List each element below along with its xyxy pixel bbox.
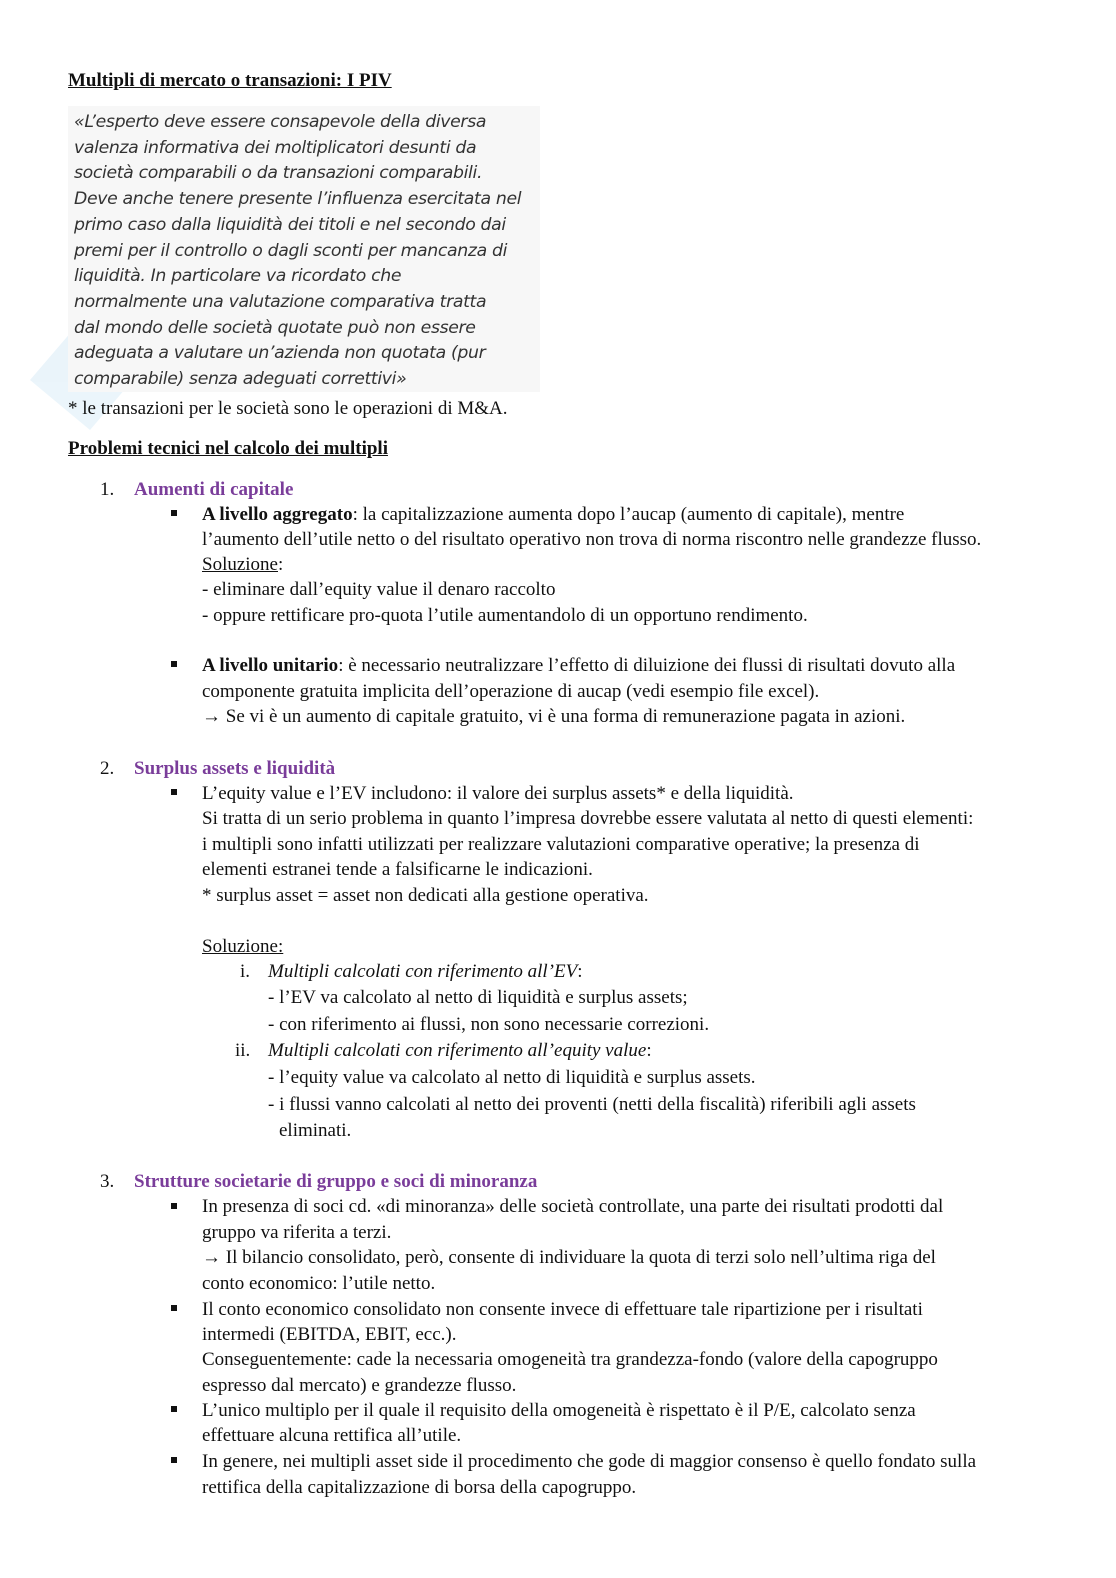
bullet-square-icon: [171, 1457, 177, 1463]
paragraph-line: - eliminare dall’equity value il denaro raccolto: [202, 579, 556, 600]
paragraph-line: effettuare alcuna rettifica all’utile.: [202, 1425, 462, 1446]
italic-term: Multipli calcolati con riferimento all’EV: [268, 961, 578, 982]
underlined-label: Soluzione: [202, 554, 278, 575]
text-span: Se vi è un aumento di capitale gratuito, vi è una forma di remunerazione pagata in azioni.: [221, 706, 906, 727]
paragraph-line: [202, 656, 955, 675]
text-span: :: [278, 554, 284, 575]
paragraph-line: * surplus asset = asset non dedicati alla gestione operativa.: [202, 885, 649, 906]
paragraph-line: [202, 707, 905, 726]
paragraph-line: componente gratuita implicita dell’operazione di aucap (vedi esempio file excel).: [202, 681, 820, 702]
quote-line: adeguata a valutare un’azienda non quotata (pur: [74, 343, 486, 363]
quote-line: società comparabili o da transazioni comparabili.: [74, 163, 483, 183]
paragraph-line: Si tratta di un serio problema in quanto l’impresa dovrebbe essere valutata al netto di questi elementi:: [202, 808, 974, 829]
bold-term: A livello aggregato: [202, 504, 353, 525]
section-title-surplus: Surplus assets e liquidità: [134, 758, 336, 779]
quote-line: premi per il controllo o dagli sconti per mancanza di: [74, 241, 508, 261]
paragraph-line: conto economico: l’utile netto.: [202, 1273, 436, 1294]
text-span: :: [577, 961, 583, 982]
paragraph-line: L’unico multiplo per il quale il requisito della omogeneità è rispettato è il P/E, calcolato senza: [202, 1400, 916, 1421]
list-number: 3.: [100, 1171, 115, 1192]
bullet-square-icon: [171, 1203, 177, 1209]
paragraph-line: rettifica della capitalizzazione di borsa della capogruppo.: [202, 1477, 637, 1498]
paragraph-line: - oppure rettificare pro-quota l’utile aumentandolo di un opportuno rendimento.: [202, 605, 808, 626]
paragraph-line: [268, 1041, 652, 1060]
section-heading-multipli: Multipli di mercato o transazioni: I PIV: [68, 70, 392, 91]
quote-line: «L’esperto deve essere consapevole della diversa: [74, 112, 487, 132]
quote-line: Deve anche tenere presente l’influenza esercitata nel: [74, 189, 522, 209]
bold-term: A livello unitario: [202, 655, 339, 676]
bullet-square-icon: [171, 1305, 177, 1311]
quote-line: comparabile) senza adeguati correttivi»: [74, 369, 407, 389]
paragraph-line: - l’EV va calcolato al netto di liquidità e surplus assets;: [268, 987, 688, 1008]
paragraph-line: In presenza di soci cd. «di minoranza» delle società controllate, una parte dei risultati prodotti dal: [202, 1196, 944, 1217]
bullet-square-icon: [171, 510, 177, 516]
paragraph-line: L’equity value e l’EV includono: il valore dei surplus assets* e della liquidità.: [202, 783, 794, 804]
section-title-strutture: Strutture societarie di gruppo e soci di minoranza: [134, 1171, 538, 1192]
quote-box: [68, 106, 540, 392]
paragraph-line: [268, 962, 583, 981]
paragraph-line: - l’equity value va calcolato al netto di liquidità e surplus assets.: [268, 1067, 756, 1088]
paragraph-line: gruppo va riferita a terzi.: [202, 1222, 392, 1243]
quote-line: liquidità. In particolare va ricordato che: [74, 266, 402, 286]
quote-line: normalmente una valutazione comparativa tratta: [74, 292, 487, 312]
bullet-square-icon: [171, 661, 177, 667]
italic-term: Multipli calcolati con riferimento all’equity value: [268, 1040, 647, 1061]
section-heading-problemi: Problemi tecnici nel calcolo dei multipli: [68, 438, 388, 459]
paragraph-line: Conseguentemente: cade la necessaria omogeneità tra grandezza-fondo (valore della capogruppo: [202, 1349, 938, 1370]
paragraph-line: - i flussi vanno calcolati al netto dei proventi (netti della fiscalità) riferibili agli assets: [268, 1094, 916, 1115]
list-number: 1.: [100, 479, 115, 500]
quote-line: dal mondo delle società quotate può non essere: [74, 318, 476, 338]
paragraph-line: In genere, nei multipli asset side il procedimento che gode di maggior consenso è quello fondato sulla: [202, 1451, 977, 1472]
underlined-label: Soluzione:: [202, 936, 284, 957]
list-number-roman: i.: [240, 961, 251, 982]
paragraph-line: elementi estranei tende a falsificarne le indicazioni.: [202, 859, 593, 880]
text-span: : è necessario neutralizzare l’effetto di diluizione dei flussi di risultati dovuto alla: [338, 655, 956, 676]
section-title-aumenti: Aumenti di capitale: [134, 479, 294, 500]
bullet-square-icon: [171, 789, 177, 795]
bullet-square-icon: [171, 1406, 177, 1412]
paragraph-line: intermedi (EBITDA, EBIT, ecc.).: [202, 1324, 457, 1345]
footnote-transazioni: * le transazioni per le società sono le operazioni di M&A.: [68, 398, 508, 419]
paragraph-line: l’aumento dell’utile netto o del risultato operativo non trova di norma riscontro nelle grandezze flusso.: [202, 529, 982, 550]
paragraph-line: Il conto economico consolidato non consente invece di effettuare tale ripartizione per i risultati: [202, 1299, 923, 1320]
arrow-right-icon: →: [202, 706, 221, 727]
text-span: : la capitalizzazione aumenta dopo l’aucap (aumento di capitale), mentre: [352, 504, 905, 525]
text-span: :: [646, 1040, 652, 1061]
paragraph-line: [202, 555, 283, 574]
list-number: 2.: [100, 758, 115, 779]
paragraph-line: espresso dal mercato) e grandezze flusso.: [202, 1375, 517, 1396]
quote-line: primo caso dalla liquidità dei titoli e nel secondo dai: [74, 215, 506, 235]
paragraph-line: → Il bilancio consolidato, però, consente di individuare la quota di terzi solo nell’ultima riga del: [202, 1247, 936, 1268]
paragraph-line: eliminati.: [279, 1120, 352, 1141]
paragraph-line: - con riferimento ai flussi, non sono necessarie correzioni.: [268, 1014, 710, 1035]
paragraph-line: [202, 505, 904, 524]
list-number-roman: ii.: [235, 1040, 251, 1061]
quote-line: valenza informativa dei moltiplicatori desunti da: [74, 138, 477, 158]
paragraph-line: i multipli sono infatti utilizzati per realizzare valutazioni comparative operative; la presenza di: [202, 834, 920, 855]
